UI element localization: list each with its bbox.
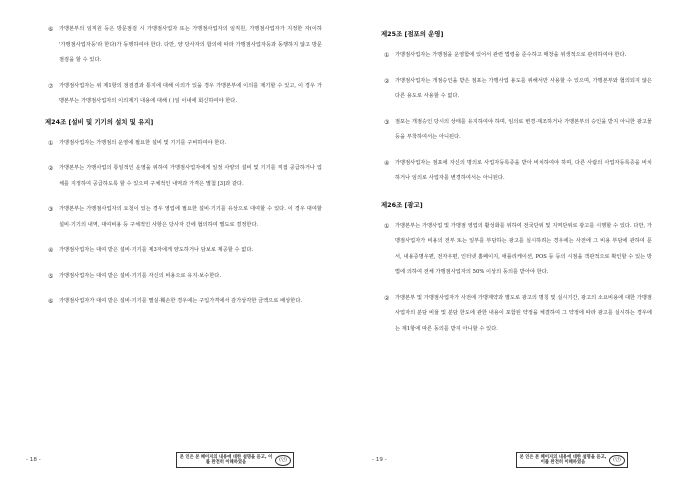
item-number: ① [384, 222, 390, 230]
item-number: ③ [384, 118, 390, 126]
article-heading: 제25조 [점포의 운영] [381, 30, 444, 38]
clause-item [384, 48, 652, 64]
item-text: 가맹본부 및 가맹점사업자가 사전에 가맹계약과 별도로 광고의 명칭 및 실시기간, 광고의 소요비용에 대한 가맹점사업자의 분담 비율 및 분담 한도에 관한 내용이 포함된 약정을 체결하여 그 약정에 따라 광고를 실시하는 경우에는 제1항에 따른 동의를 받지 아니할 수 있다. [395, 294, 652, 332]
clause-item [384, 219, 652, 281]
item-text: 점포는 개점승인 당시의 상태를 유지하여야 하며, 임의로 변경·재조하거나 가맹본부의 승인을 받지 아니한 광고물 등을 부착하여서는 아니된다. [395, 118, 652, 140]
clause-item [48, 202, 322, 233]
item-number: ④ [384, 159, 390, 167]
right-page [340, 0, 680, 481]
item-text: 가맹점사업자는 가맹점을 운영함에 있어서 관련 법령을 준수하고 매장을 위생적으로 관리하여야 한다. [395, 52, 627, 58]
seal-mark: (인) [275, 455, 291, 466]
item-number: ④ [48, 247, 54, 254]
item-text: 가맹점사업자는 점포에 자신의 명의로 사업자등록증을 받아 비치하여야 하며, 다른 사람의 사업자등록증을 비치하거나 임의로 사업자를 변경하여서는 아니된다. [395, 159, 652, 181]
left-top-items [48, 22, 322, 110]
clause-item [384, 74, 652, 105]
clause-item [48, 243, 322, 259]
clause-item [48, 161, 322, 192]
article-heading: 제24조 [설비 및 기기의 설치 및 유지] [45, 117, 154, 126]
clause-item [384, 156, 652, 187]
item-text: 가맹본부의 임직원 등은 방문점검 시 가맹점사업자 또는 가맹점사업자의 임직원, 가맹점사업자가 지정한 자(이하 '가맹점사업자등'라 한다)가 동행하여야 한다. 다만, 양 당사자의 합의에 따라 가맹점사업자등과 동행하지 않고 방문점검을 할 수 있다. [59, 26, 322, 63]
item-number: ⑥ [48, 298, 54, 305]
clause-item [384, 291, 652, 338]
item-number: ② [384, 77, 390, 85]
item-number: ③ [48, 206, 54, 213]
item-number: ① [48, 139, 54, 147]
seal-mark: (인) [609, 455, 625, 466]
item-text: 가맹본부는 가맹점사업자의 요청이 있는 경우 영업에 필요한 설비·기기를 유상으로 대여할 수 있다. 이 경우 대여할 설비·기기의 내역, 대여비용 등 구체적인 사항은 당사자 간에 협의하여 별도로 결정한다. [59, 206, 322, 228]
stamp-text: 본 인은 본 페이지의 내용에 대한 설명을 듣고, 이를 완전히 이해하였음 [179, 454, 273, 465]
clause-item [48, 269, 322, 285]
page-number: - 18 - [26, 457, 41, 463]
clause-item [48, 79, 322, 110]
item-number: ② [48, 165, 54, 172]
confirmation-stamp-box [516, 452, 628, 468]
clause-item [384, 115, 652, 146]
item-text: 가맹본부는 가맹사업의 통일적인 운영을 위하여 가맹점사업자에게 일정 사양의 설비 및 기기를 직접 공급하거나 업체를 지정하여 공급하도록 할 수 있으며 구체적인 내역과 가격은 별첨 [3]과 같다. [59, 165, 322, 187]
item-number: ⑥ [48, 26, 54, 33]
item-number: ⑦ [48, 82, 54, 90]
item-number: ⑤ [48, 272, 54, 280]
article-heading: 제26조 [광고] [381, 200, 423, 209]
clause-item [48, 294, 322, 310]
item-text: 가맹점사업자는 위 제1항의 점검결과 통지에 대해 이의가 있을 경우 가맹본부에 이의를 제기할 수 있고, 이 경우 가맹본부는 가맹점사업자의 이의제기 내용에 대해 ( )일 이내에 회신하여야 한다. [59, 82, 322, 104]
clause-item [48, 136, 322, 152]
item-text: 가맹점사업자는 가맹점의 운영에 필요한 설비 및 기기를 구비하여야 한다. [59, 139, 227, 146]
item-text: 가맹점사업자는 대여 받은 설비·기기를 제3자에게 양도하거나 담보로 제공할 수 없다. [59, 247, 254, 253]
item-text: 가맹점사업자는 대여 받은 설비·기기를 자신의 비용으로 유지·보수한다. [59, 272, 222, 279]
item-number: ② [384, 294, 390, 302]
page-number: - 19 - [372, 457, 387, 463]
clause-item [48, 22, 322, 69]
item-text: 가맹점사업자가 대여 받은 설비·기기를 멸실·훼손한 경우에는 구입가격에서 감가상각한 금액으로 배상한다. [59, 298, 303, 304]
item-number: ① [384, 52, 390, 59]
item-text: 가맹본부는 가맹사업 및 가맹점 영업의 활성화를 위하여 전국단위 및 지역단위로 광고를 시행할 수 있다. 다만, 가맹점사업자가 비용의 전부 또는 일부를 부담하는 광고를 실시하려는 경우에는 사전에 그 비용 부담에 관하여 문서, 내용증명우편, 전자우편, 인터넷 홈페이지, 애플리케이션, POS 등 등의 시점을 객관적으로 확인할 수 있는 방법에 의하여 전체 가맹점사업자의 50% 이상의 동의를 받아야 한다. [395, 222, 652, 275]
stamp-text: 본 인은 본 페이지의 내용에 대한 설명을 듣고, 이를 완전히 이해하였음 [519, 454, 607, 465]
item-text: 가맹점사업자는 개점승인을 받은 점포는 가맹사업 용도를 위해서만 사용할 수 있으며, 가맹본부와 협의되지 않은 다른 용도로 사용할 수 없다. [395, 77, 652, 99]
confirmation-stamp-box [176, 452, 294, 468]
